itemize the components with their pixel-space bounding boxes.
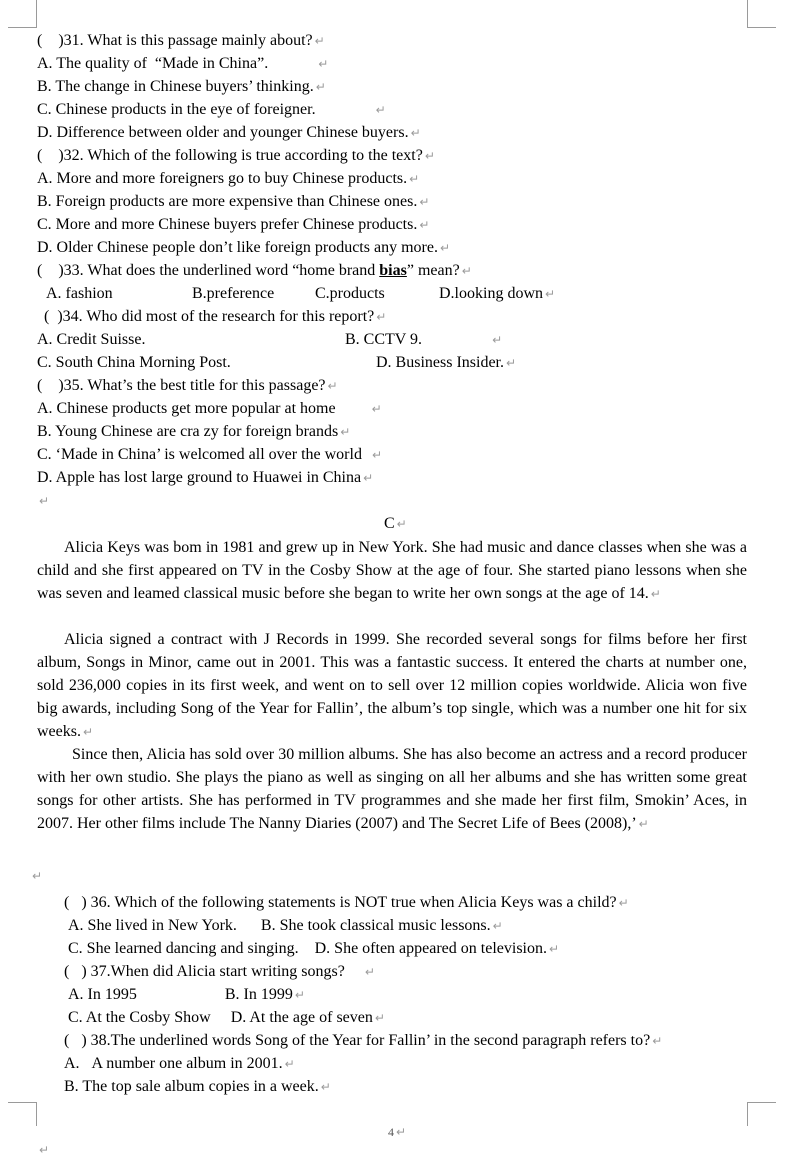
question-37: ( ) 37.When did Alicia start writing songs? ↵ <box>64 963 375 980</box>
blank-line: ↵ <box>32 869 43 883</box>
crop-mark <box>747 27 776 28</box>
option-35a: A. Chinese products get more popular at home ↵ <box>37 400 382 417</box>
option-31b: B. The change in Chinese buyers’ thinking. ↵ <box>37 78 326 95</box>
question-33: ( )33. What does the underlined word “home brand bias” mean? ↵ <box>37 262 472 279</box>
question-38: ( ) 38.The underlined words Song of the Year for Fallin’ in the second paragraph refers to? ↵ <box>64 1032 663 1049</box>
option-33c: C.products <box>315 285 385 302</box>
question-31: ( )31. What is this passage mainly about? ↵ <box>37 32 325 49</box>
crop-mark <box>36 1102 37 1126</box>
option-33d: D.looking down <box>439 285 543 302</box>
blank-line: ↵ <box>39 1143 50 1157</box>
crop-mark <box>8 1102 37 1103</box>
option-32b: B. Foreign products are more expensive than Chinese ones. ↵ <box>37 193 430 210</box>
option-34d: D. Business Insider. ↵ <box>376 354 517 371</box>
passage-paragraph-3: Since then, Alicia has sold over 30 million albums. She has also become an actress and a record producer with her own studio. She plays the piano as well as singing on all her albums and she has written some great songs for other artists. She has performed in TV programmes and she made her first film, Smokin’ Aces, in 2007. Her other films include The Nanny Diaries (2007) and The Secret Life of Bees (2008),’ ↵ <box>37 746 747 832</box>
options-37ab: A. In 1995 B. In 1999 ↵ <box>68 986 305 1003</box>
option-33b: B.preference <box>192 285 275 302</box>
option-35b: B. Young Chinese are cra zy for foreign brands ↵ <box>37 423 351 440</box>
option-38a: A. A number one album in 2001. ↵ <box>64 1055 295 1072</box>
options-36cd: C. She learned dancing and singing. D. She often appeared on television. ↵ <box>68 940 560 957</box>
passage-paragraph-1: Alicia Keys was bom in 1981 and grew up in New York. She had music and dance classes when she was a child and she first appeared on TV in the Cosby Show at the age of four. She started piano lessons when she was seven and leamed classical music before she began to write her own songs at the age of 14. ↵ <box>37 539 747 602</box>
option-32c: C. More and more Chinese buyers prefer Chinese products. ↵ <box>37 216 430 233</box>
page-number: 4 ↵ <box>388 1125 407 1139</box>
crop-mark <box>8 27 37 28</box>
options-33: A. fashion B.preference C.products D.looking down ↵ <box>46 285 556 302</box>
question-34: ( )34. Who did most of the research for this report? ↵ <box>44 308 387 325</box>
option-31c: C. Chinese products in the eye of foreigner. ↵ <box>37 101 386 118</box>
option-35c: C. ‘Made in China’ is welcomed all over the world ↵ <box>37 446 383 463</box>
option-31d: D. Difference between older and younger Chinese buyers. ↵ <box>37 124 421 141</box>
option-32a: A. More and more foreigners go to buy Chinese products. ↵ <box>37 170 420 187</box>
crop-mark <box>36 0 37 28</box>
crop-mark <box>747 0 748 28</box>
options-37cd: C. At the Cosby Show D. At the age of seven ↵ <box>68 1009 385 1026</box>
option-31a: A. The quality of “Made in China”. ↵ <box>37 55 329 72</box>
section-heading: C ↵ <box>384 515 407 532</box>
option-34a: A. Credit Suisse. <box>37 331 146 348</box>
option-34c: C. South China Morning Post. <box>37 354 231 371</box>
option-35d: D. Apple has lost large ground to Huawei in China ↵ <box>37 469 374 486</box>
options-36ab: A. She lived in New York. B. She took classical music lessons. ↵ <box>68 917 503 934</box>
option-32d: D. Older Chinese people don’t like foreign products any more. ↵ <box>37 239 450 256</box>
option-33a: A. fashion <box>46 285 113 302</box>
underlined-word: bias <box>379 262 407 279</box>
passage-paragraph-2: Alicia signed a contract with J Records in 1999. She recorded several songs for films before her first album, Songs in Minor, came out in 2001. This was a fantastic success. It entered the charts at number one, sold 236,000 copies in its first week, and went on to sell over 12 million copies worldwide. Alicia won five big awards, including Song of the Year for Fallin’, the album’s top single, which was a number one hit for six weeks. ↵ <box>37 631 747 740</box>
question-32: ( )32. Which of the following is true according to the text? ↵ <box>37 147 435 164</box>
option-34b: B. CCTV 9. ↵ <box>345 331 503 348</box>
option-38b: B. The top sale album copies in a week. ↵ <box>64 1078 331 1095</box>
blank-line: ↵ <box>39 494 50 508</box>
question-35: ( )35. What’s the best title for this passage? ↵ <box>37 377 338 394</box>
question-36: ( ) 36. Which of the following statements is NOT true when Alicia Keys was a child? ↵ <box>64 894 629 911</box>
crop-mark <box>747 1102 776 1103</box>
crop-mark <box>747 1102 748 1126</box>
